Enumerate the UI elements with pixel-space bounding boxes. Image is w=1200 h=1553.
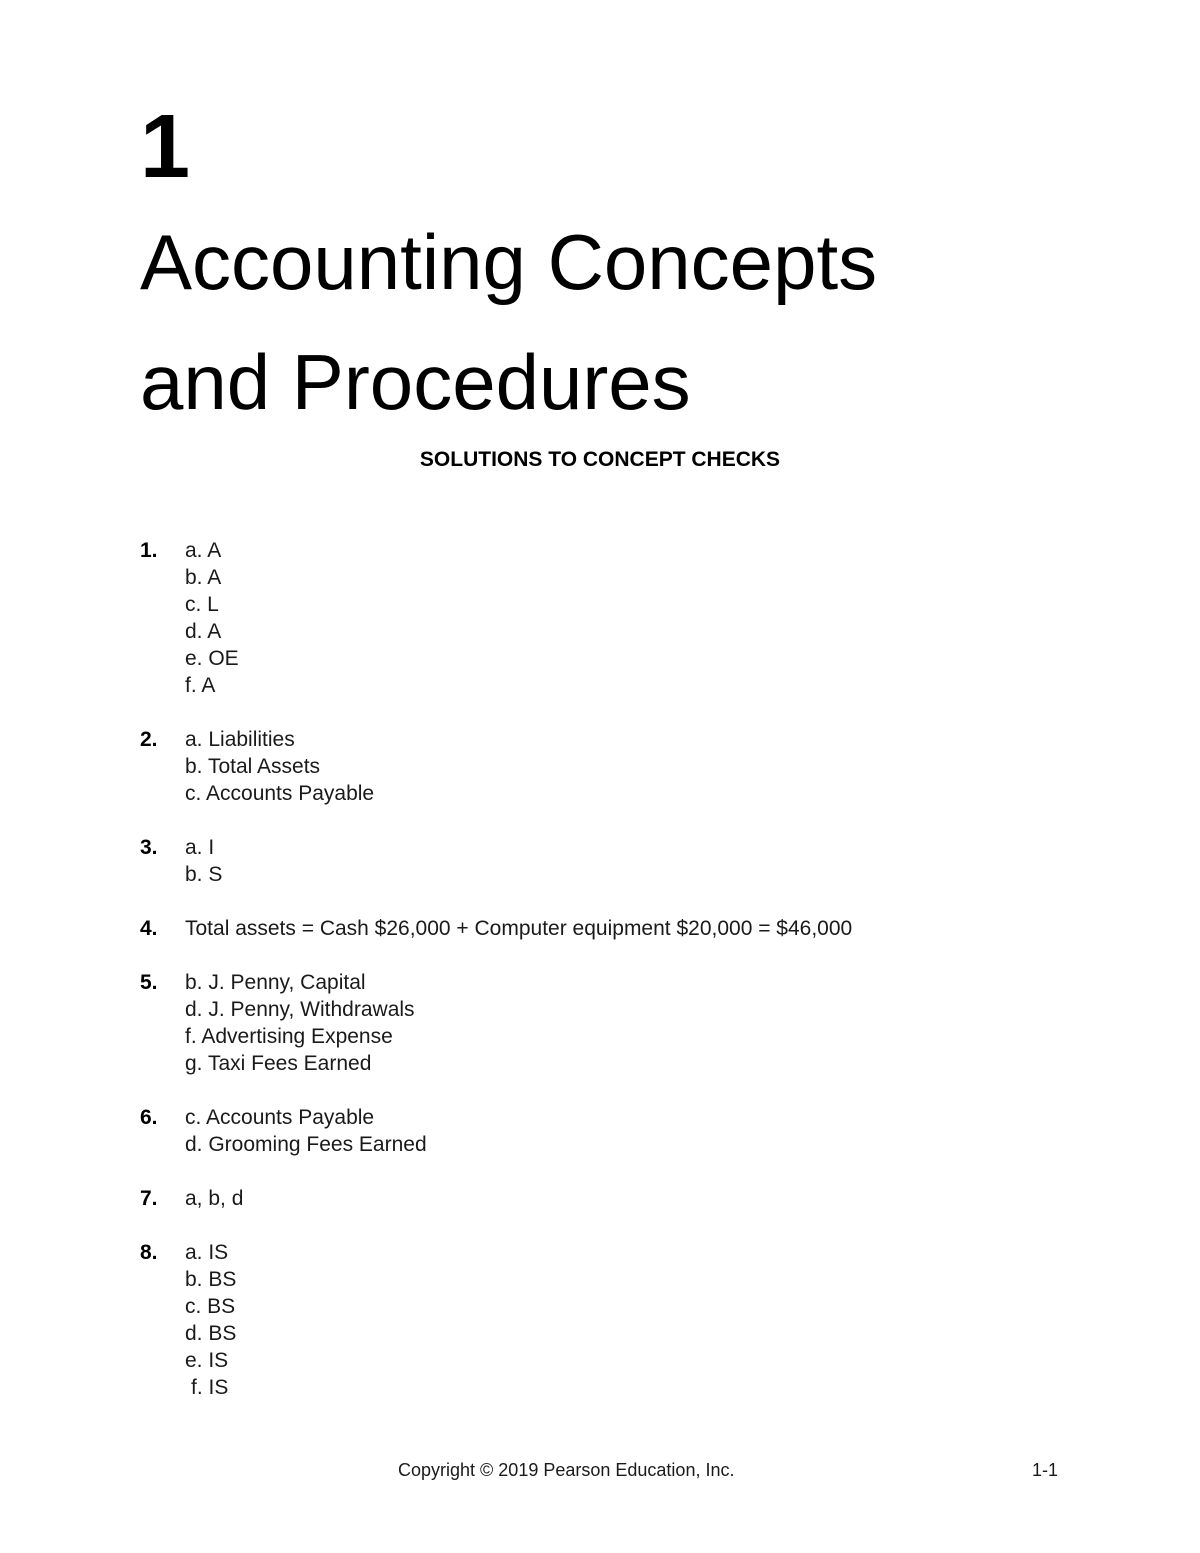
- answer-line: b. Total Assets: [185, 755, 321, 778]
- chapter-number: 1: [140, 97, 191, 197]
- chapter-title: [140, 202, 877, 442]
- answer-line: c. BS: [185, 1295, 236, 1318]
- answer-item: [140, 1185, 852, 1212]
- answer-item: [140, 726, 852, 807]
- answer-lines: [185, 1104, 852, 1158]
- answer-line: e. IS: [185, 1349, 229, 1372]
- answer-lines: [185, 726, 852, 807]
- answer-lines: [185, 1185, 852, 1212]
- answer-line: a. Liabilities: [185, 728, 295, 751]
- answer-line: d. A: [185, 620, 222, 643]
- answer-item: [140, 1104, 852, 1158]
- answer-number: 8.: [140, 1241, 158, 1264]
- answer-number: 6.: [140, 1106, 158, 1129]
- answer-line: d. J. Penny, Withdrawals: [185, 998, 415, 1021]
- answer-line: c. Accounts Payable: [185, 782, 375, 805]
- answer-lines: [185, 537, 852, 699]
- answer-item: [140, 537, 852, 699]
- answer-line: e. OE: [185, 647, 239, 670]
- answer-line: g. Taxi Fees Earned: [185, 1052, 372, 1075]
- chapter-title-line-1: Accounting Concepts: [140, 218, 878, 306]
- answer-line: d. Grooming Fees Earned: [185, 1133, 427, 1156]
- answer-line: b. S: [185, 863, 223, 886]
- answer-line: a. I: [185, 836, 215, 859]
- chapter-title-line-2: and Procedures: [140, 338, 691, 426]
- answer-line: f. A: [185, 674, 216, 697]
- answer-lines: [185, 1239, 852, 1401]
- answer-lines: [185, 915, 852, 942]
- answer-line: Total assets = Cash $26,000 + Computer equipment $20,000 = $46,000: [185, 917, 853, 940]
- answer-number: 7.: [140, 1187, 158, 1210]
- answer-item: [140, 915, 852, 942]
- answer-list: [140, 537, 852, 1428]
- answer-lines: [185, 834, 852, 888]
- answer-number: 5.: [140, 971, 158, 994]
- answer-number: 4.: [140, 917, 158, 940]
- answer-item: [140, 834, 852, 888]
- answer-item: [140, 969, 852, 1077]
- answer-line: c. L: [185, 593, 219, 616]
- answer-line: b. A: [185, 566, 222, 589]
- answer-line: a. IS: [185, 1241, 229, 1264]
- answer-number: 2.: [140, 728, 158, 751]
- section-heading: SOLUTIONS TO CONCEPT CHECKS: [419, 448, 781, 471]
- answer-item: [140, 1239, 852, 1401]
- answer-lines: [185, 969, 852, 1077]
- answer-line: d. BS: [185, 1322, 237, 1345]
- answer-line: b. BS: [185, 1268, 237, 1291]
- answer-line: c. Accounts Payable: [185, 1106, 375, 1129]
- answer-line: a, b, d: [185, 1187, 244, 1210]
- answer-line: f. IS: [191, 1376, 229, 1399]
- answer-number: 3.: [140, 836, 158, 859]
- answer-line: b. J. Penny, Capital: [185, 971, 366, 994]
- footer-copyright: Copyright © 2019 Pearson Education, Inc.: [398, 1460, 735, 1480]
- answer-line: a. A: [185, 539, 222, 562]
- footer-page-number: 1-1: [1032, 1460, 1059, 1480]
- answer-number: 1.: [140, 539, 158, 562]
- answer-line: f. Advertising Expense: [185, 1025, 393, 1048]
